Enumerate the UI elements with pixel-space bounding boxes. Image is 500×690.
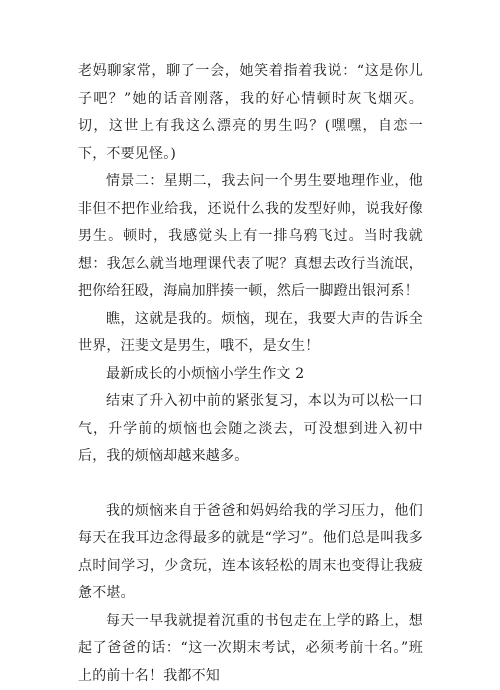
- paragraph-4: 结束了升入初中前的紧张复习，本以为可以松一口气，升学前的烦恼也会随之淡去，可没想到进入初中后，我的烦恼却越来越多。: [78, 388, 423, 471]
- paragraph-5: 我的烦恼来自于爸爸和妈妈给我的学习压力，他们每天在我耳边念得最多的就是“学习”。他们总是叫我多点时间学习，少贪玩，连本该轻松的周末也变得让我疲惫不堪。: [78, 498, 423, 608]
- paragraph-6: 每天一早我就提着沉重的书包走在上学的路上，想起了爸爸的话：“这一次期末考试，必须考前十名。”班上的前十名！我都不知: [78, 608, 423, 690]
- paragraph-gap: [78, 471, 423, 498]
- paragraph-1: 老妈聊家常，聊了一会，她笑着指着我说：“这是你儿子吧？”她的话音刚落，我的好心情顿时灰飞烟灭。切，这世上有我这么漂亮的男生吗？(嘿嘿，自恋一下，不要见怪。): [78, 58, 423, 168]
- document-body: [78, 58, 423, 690]
- paragraph-3: 瞧，这就是我的。烦恼，现在，我要大声的告诉全世界，汪斐文是男生，哦不，是女生！: [78, 306, 423, 361]
- section-heading: 最新成长的小烦恼小学生作文 2: [78, 361, 423, 389]
- paragraph-2: 情景二：星期二，我去问一个男生要地理作业，他非但不把作业给我，还说什么我的发型好帅，说我好像男生。顿时，我感觉头上有一排乌鸦飞过。当时我就想：我怎么就当地理课代表了呢？真想去改行当流氓，把你给狂殴，海扁加胖揍一顿，然后一脚蹬出银河系！: [78, 168, 423, 306]
